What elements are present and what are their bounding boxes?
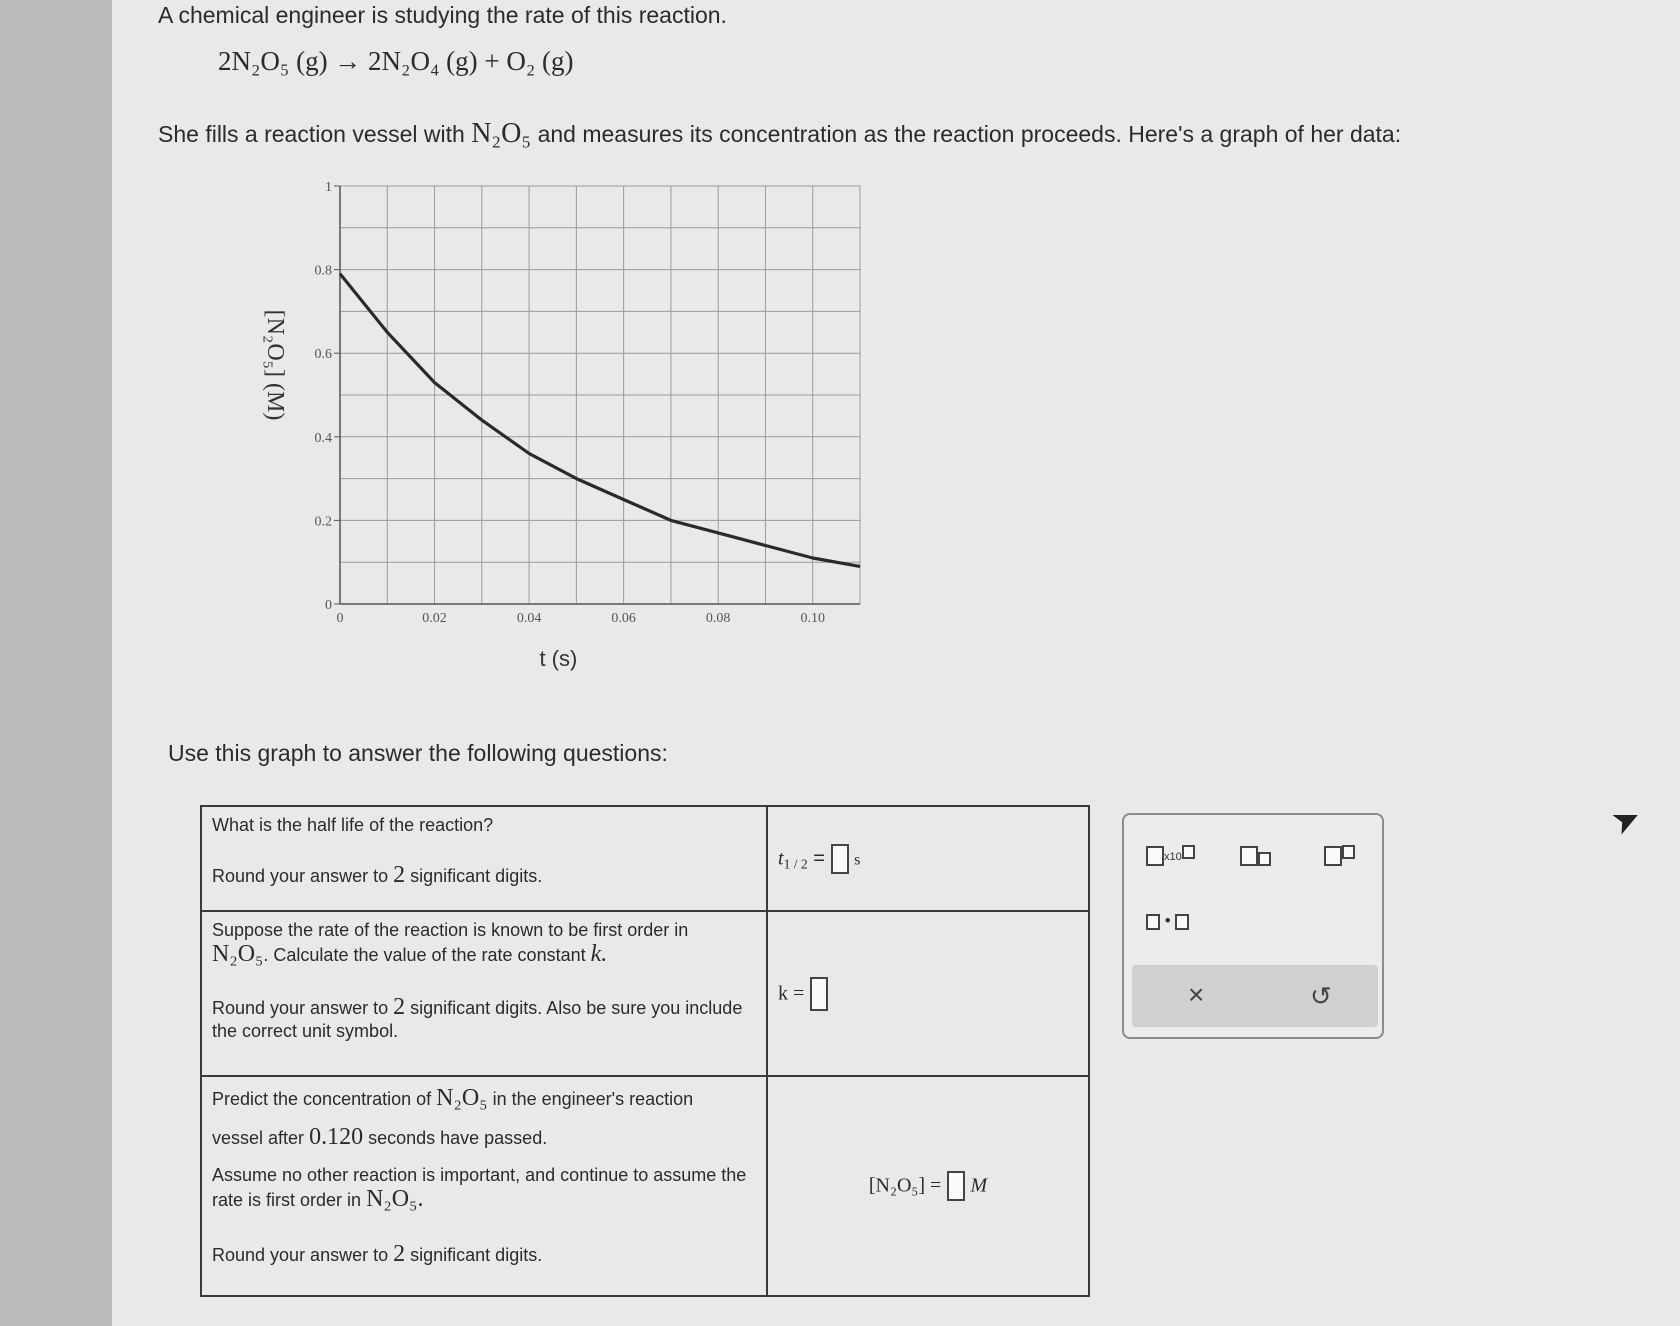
concentration-curve [340,274,860,567]
q3-line3-wrap [212,1124,756,1151]
x-tick-label: 0.08 [705,611,731,626]
x10-base-box [1146,846,1164,866]
q2-round [212,994,756,1042]
q3-round-pre: Round your answer to [212,1245,389,1265]
question-row-concentration [201,1076,1089,1296]
q3-chem: N₂O₅ [436,1085,488,1111]
q1-round-pre: Round your answer to [212,866,389,886]
q1-round-post: significant digits. [410,866,543,886]
q3-line3-pre: vessel after [212,1128,305,1148]
q3-chem2: N₂O₅. [366,1186,424,1212]
q2-line2-wrap [212,941,756,968]
answer-cell-half-life [767,806,1089,911]
q2-round-num: 2 [393,994,406,1020]
subscript-box [1258,852,1271,866]
q3-assume: Assume no other reaction is important, and continue to assume the rate is first order in [212,1165,747,1210]
y-tick-label: 1 [325,180,332,195]
y-tick-label: 0.8 [314,263,332,279]
half-life-input[interactable] [831,844,849,874]
y-tick-label: 0.4 [314,430,332,446]
y-tick-label: 0 [325,598,332,613]
rate-constant-input[interactable] [810,977,828,1011]
q2-chem: N₂O₅ [212,941,264,967]
q1-ans-eq: = [813,846,825,869]
clear-icon[interactable]: × [1188,979,1205,1010]
q3-line2: in the engineer's reaction [492,1089,694,1109]
q1-round-num: 2 [393,862,406,888]
y-axis-label: [N₂O₅] (M) [262,309,288,421]
x-axis-label: t (s) [539,646,578,671]
x10-label: x10 [1164,851,1182,863]
question-cell [201,911,767,1076]
y-tick-label: 0.6 [314,347,332,363]
fills-chem: N₂O₅ [471,118,532,149]
x-tick-label: 0.02 [422,611,447,626]
question-cell [201,1076,767,1296]
x-tick-label: 0 [336,611,344,626]
subscript-base-box [1240,846,1258,866]
intro-text: A chemical engineer is studying the rate of this reaction. [158,2,727,28]
q2-round-post: significant digits. Also be sure you include the correct unit symbol. [212,998,743,1041]
x-tick-label: 0.04 [516,611,542,626]
q1-ans-sub: 1 / 2 [783,855,808,871]
answer-cell-concentration [767,1076,1089,1296]
question-cell [201,806,767,911]
fills-sentence [158,118,1401,150]
questions-table [200,805,1090,1297]
action-bar [1132,965,1378,1027]
q1-ans-t: t [778,846,784,869]
q3-line3-post: seconds have passed. [368,1128,548,1148]
question-row-half-life [201,806,1089,911]
subscript-button[interactable] [1240,845,1271,866]
q3-ans-unit: M [970,1174,988,1197]
q1-question: What is the half life of the reaction? [212,815,494,835]
superscript-button[interactable] [1324,845,1355,866]
undo-icon[interactable]: ↺ [1310,981,1332,1011]
q3-round-post: significant digits. [410,1245,543,1265]
q2-round-pre: Round your answer to [212,998,389,1018]
superscript-base-box [1324,846,1342,866]
q1-round [212,862,756,889]
q2-line1: Suppose the rate of the reaction is known to be first order in [212,920,689,940]
x10-button[interactable] [1146,845,1195,866]
q3-round-num: 2 [393,1241,406,1267]
y-tick-label: 0.2 [314,514,332,530]
concentration-input[interactable] [947,1171,965,1201]
q2-ans-label: k = [778,981,805,1004]
dot-left-box [1146,914,1160,930]
q3-assume-wrap [212,1165,756,1213]
q2-k: k. [590,941,608,967]
q3-line1: Predict the concentration of [212,1089,432,1109]
fills-before: She fills a reaction vessel with [158,121,465,147]
answer-cell-rate-constant [767,911,1089,1076]
fills-after: and measures its concentration as the reaction proceeds. Here's a graph of her data: [537,121,1402,147]
mouse-cursor-icon: ➤ [1605,796,1648,844]
reaction-equation: 2N₂O₅ (g) → 2N₂O₄ (g) + O₂ (g) [218,46,574,76]
question-row-rate-constant [201,911,1089,1076]
use-graph-text: Use this graph to answer the following questions: [168,740,668,766]
x-tick-label: 0.10 [800,611,825,626]
dot-right-box [1175,914,1189,930]
q2-line2: . Calculate the value of the rate constant [263,945,586,965]
math-toolbar-panel [1122,813,1384,1039]
x-tick-label: 0.06 [611,611,636,626]
concentration-chart [230,178,890,678]
q3-ans-label: [N₂O₅] = [868,1174,942,1197]
x10-exp-box [1182,845,1195,859]
multiply-dot-button[interactable] [1146,911,1189,931]
q3-round [212,1241,756,1268]
dot-label: • [1164,911,1171,930]
superscript-box [1342,845,1355,859]
q3-seconds: 0.120 [309,1124,364,1150]
q1-ans-unit: s [854,850,861,868]
left-edge-band [0,0,112,1326]
q3-line1-wrap [212,1085,756,1112]
